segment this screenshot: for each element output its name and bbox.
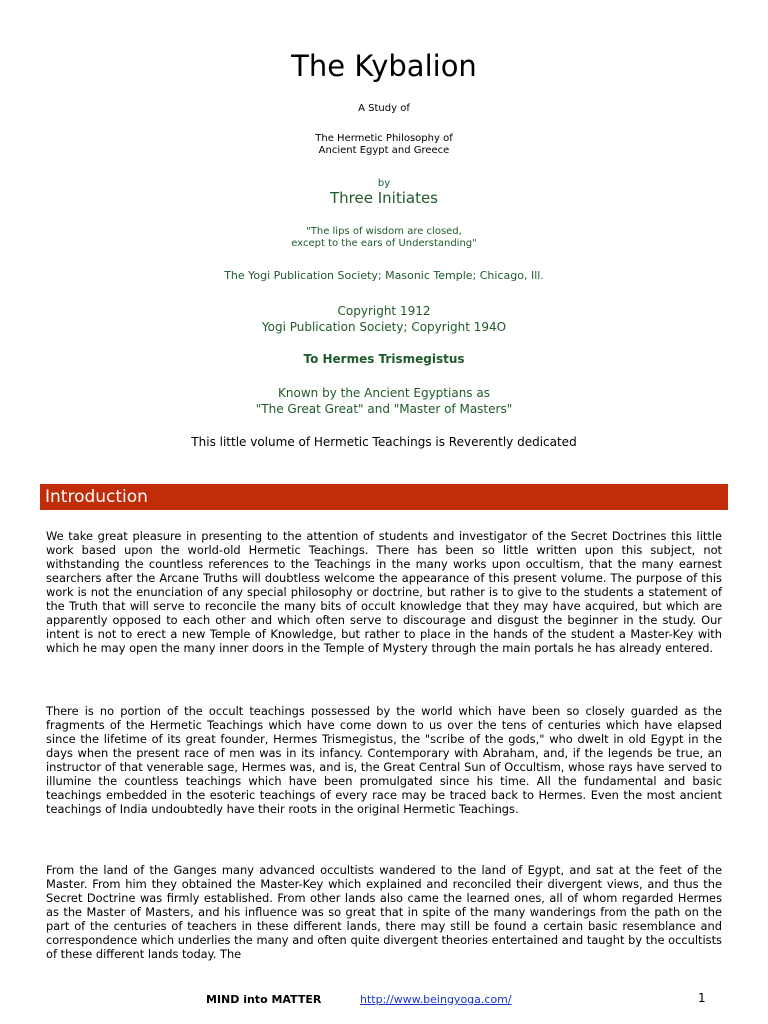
known-by-line-2: "The Great Great" and "Master of Masters" xyxy=(255,402,513,416)
paragraph-2: There is no portion of the occult teachings possessed by the world which have been so closely guarded as the fragments of the Hermetic Teachings which have come down to us over the tens of centuries which have elapsed since the lifetime of its great founder, Hermes Trismegistus, the "scribe of the gods," who dwelt in old Egypt in the days when the present race of men was in its infancy. Contemporary with Abraham, and, if the legends be true, an instructor of that venerable sage, Hermes was, and is, the Great Central Sun of Occultism, whose rays have served to illumine the countless teachings which have been promulgated since his time. All the fundamental and basic teachings embedded in the esoteric teachings of every race may be traced back to Hermes. Even the most ancient teachings of India undoubtedly have their roots in the original Hermetic Teachings. xyxy=(46,704,722,816)
authors: Three Initiates xyxy=(330,189,438,207)
section-title: Introduction xyxy=(45,487,148,507)
footer-website-link[interactable]: http://www.beingyoga.com/ xyxy=(360,993,512,1006)
document-title: The Kybalion xyxy=(291,49,477,83)
dedication-line: This little volume of Hermetic Teachings is Reverently dedicated xyxy=(191,435,577,449)
epigraph-quote xyxy=(0,226,768,250)
subtitle-line-egypt-greece: Ancient Egypt and Greece xyxy=(318,145,450,156)
quote-line-1: "The lips of wisdom are closed, xyxy=(306,226,462,237)
subtitle-line-philosophy: The Hermetic Philosophy of xyxy=(315,133,453,144)
footer-brand: MIND into MATTER xyxy=(206,993,322,1006)
dedication-heading: To Hermes Trismegistus xyxy=(303,352,465,366)
known-by-block xyxy=(0,385,768,417)
paragraph-1: We take great pleasure in presenting to the attention of students and investigator of the Secret Doctrines this little work based upon the world-old Hermetic Teachings. There has been so little written upon this subject, not withstanding the countless references to the Teachings in the many works upon occultism, that the many earnest searchers after the Arcane Truths will doubtless welcome the appearance of this present volume. The purpose of this work is not the enunciation of any special philosophy or doctrine, but rather is to give to the students a statement of the Truth that will serve to reconcile the many bits of occult knowledge that they may have acquired, but which are apparently opposed to each other and which often serve to discourage and disgust the beginner in the study. Our intent is not to erect a new Temple of Knowledge, but rather to place in the hands of the student a Master-Key with which he may open the many inner doors in the Temple of Mystery through the main portals he has already entered. xyxy=(46,529,722,655)
paragraph-3: From the land of the Ganges many advanced occultists wandered to the land of Egypt, and sat at the feet of the Master. From him they obtained the Master-Key which explained and reconciled their divergent views, and thus the Secret Doctrine was firmly established. From other lands also came the learned ones, all of whom regarded Hermes as the Master of Masters, and his influence was so great that in spite of the many wanderings from the path on the part of the centuries of teachers in these different lands, there may still be found a certain basic resemblance and correspondence which underlies the many and often quite divergent theories entertained and taught by the occultists of these different lands today. The xyxy=(46,863,722,961)
subtitle-study-of: A Study of xyxy=(358,103,410,114)
page-footer xyxy=(0,992,768,1010)
copyright-line-2: Yogi Publication Society; Copyright 194O xyxy=(261,320,507,334)
quote-line-2: except to the ears of Understanding" xyxy=(291,238,477,249)
publisher-line: The Yogi Publication Society; Masonic Temple; Chicago, Ill. xyxy=(224,269,544,282)
section-header-bar xyxy=(40,484,728,510)
copyright-block xyxy=(0,303,768,335)
by-label: by xyxy=(377,178,391,189)
copyright-line-1: Copyright 1912 xyxy=(337,304,431,318)
subtitle-block xyxy=(0,133,768,157)
known-by-line-1: Known by the Ancient Egyptians as xyxy=(278,386,490,400)
page-number: 1 xyxy=(698,991,706,1005)
